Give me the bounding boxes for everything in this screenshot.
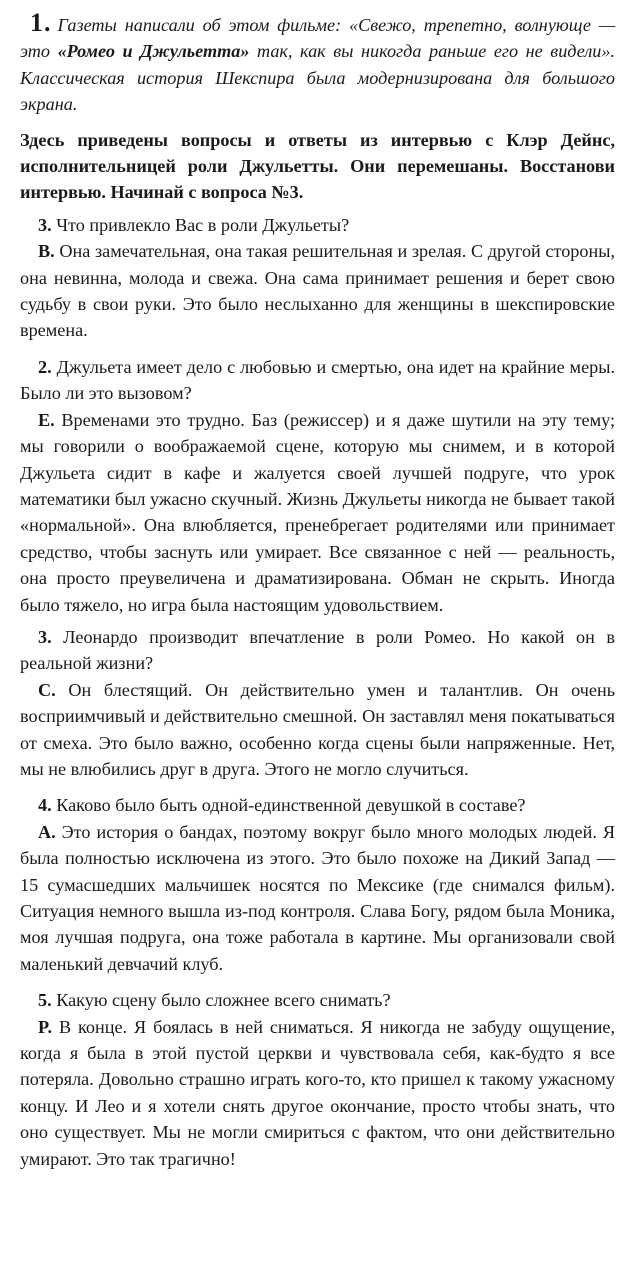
answer-text: Она замечательная, она такая решительная и зрелая. С другой стороны, она невинна, молода и свежа. Она сама принимает решения и берет свою судьбу в свои руки. Это было неслыханно для женщины в шекспировские времена. (20, 241, 615, 341)
question-text: Джульета имеет дело с любовью и смертью, она идет на крайние меры. Было ли это вызовом? (20, 356, 616, 404)
question-text: Что привлекло Вас в роли Джульеты? (56, 214, 350, 235)
answer-4 (20, 819, 615, 977)
answer-label: A. (38, 821, 56, 842)
question-number: 2. (38, 356, 52, 377)
answer-1 (20, 238, 615, 344)
answer-text: В конце. Я боялась в ней сниматься. Я никогда не забуду ощущение, когда я была в этой пустой церкви и чувствовала себя, как-будто я все потеряла. Довольно страшно играть кого-то, кто пришел к такому ужасному концу. И Лео и я хотели снять другое окончание, просто чтобы знать, что оно существует. Мы не могли смириться с фактом, что они действительно умирают. Это так трагично! (20, 1016, 616, 1169)
question-3 (20, 624, 615, 677)
exercise-intro (20, 10, 615, 118)
answer-text: Он блестящий. Он действительно умен и талантлив. Он очень восприимчивый и действительно смешной. Он заставлял меня покатываться от смеха. Это было важно, особенно когда сцены были напряженные. Нет, мы не влюбились друг в друга. Этого не могло случиться. (20, 679, 615, 779)
intro-text-before: Газеты написали об этом фильме: «Свежо, трепетно, волнующе — это (20, 15, 615, 62)
question-number: 3. (38, 214, 52, 235)
answer-5 (20, 1014, 615, 1172)
question-text: Какую сцену было сложнее всего снимать? (56, 990, 391, 1011)
intro-text-after: так, как вы никогда раньше его не видели». Классическая история Шекспира была модернизирована для большого экрана. (20, 41, 615, 115)
question-number: 4. (38, 795, 52, 816)
question-text: Леонардо производит впечатление в роли Ромео. Но какой он в реальной жизни? (20, 626, 615, 674)
film-title: «Ромео и Джульетта» (57, 41, 250, 62)
answer-text: Временами это трудно. Баз (режиссер) и я даже шутили на эту тему; мы говорили о воображаемой сцене, которую мы снимем, и в которой Джульета сидит в кафе и жалуется своей лучшей подруге, что урок математики был ужасно скучный. Жизнь Джульеты никогда не бывает такой «нормальной». Она влюбляется, пренебрегает родителями или принимает средство, чтобы заснуть или умирает. Все связанное с ней — реальность, она просто преувеличена и драматизирована. Обман не скрыть. Иногда было тяжело, но игра была настоящим удовольствием. (20, 409, 616, 615)
answer-3 (20, 677, 615, 783)
answer-label: P. (38, 1016, 52, 1037)
question-4 (20, 792, 615, 818)
question-text: Каково было быть одной-единственной девушкой в составе? (56, 795, 526, 816)
answer-label: E. (38, 409, 55, 430)
question-1 (20, 212, 615, 238)
question-number: 3. (38, 626, 52, 647)
question-2 (20, 354, 615, 407)
answer-text: Это история о бандах, поэтому вокруг было много молодых людей. Я была полностью исключена из этого. Это было похоже на Дикий Запад — 15 сумасшедших мальчишек носятся по Мексике (где снимался фильм). Ситуация немного вышла из-под контроля. Слава Богу, рядом была Моника, моя лучшая подруга, она тоже работала в картине. Мы организовали свой маленький девчачий клуб. (20, 821, 616, 974)
task-instruction: Здесь приведены вопросы и ответы из интервью с Клэр Дейнс, исполнительницей роли Джульетты. Они перемешаны. Восстанови интервью. Начинай с вопроса №3. (20, 129, 615, 203)
question-5 (20, 987, 615, 1013)
question-number: 5. (38, 990, 52, 1011)
answer-2 (20, 407, 615, 618)
answer-label: B. (38, 241, 55, 262)
answer-label: C. (38, 679, 56, 700)
exercise-number: 1. (30, 8, 52, 37)
